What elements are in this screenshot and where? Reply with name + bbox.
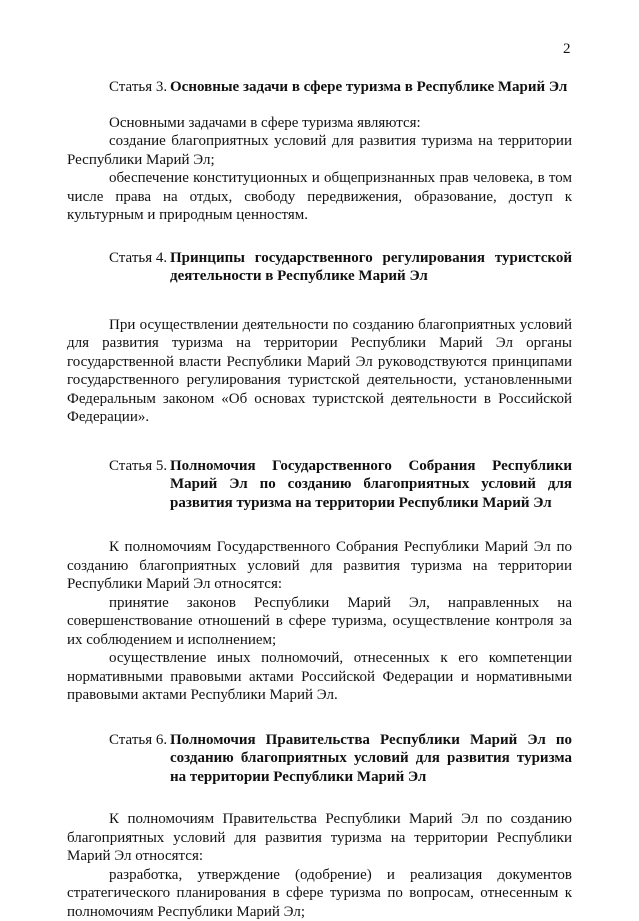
article-4-heading	[67, 249, 572, 286]
article-6-title: Полномочия Правительства Республики Марий Эл по созданию благоприятных условий для развития туризма на территории Республики Марий Эл	[170, 731, 572, 787]
article-5-paragraph-2: принятие законов Республики Марий Эл, направленных на совершенствование отношений в сфере туризма, осуществление контроля за их соблюдением и исполнением;	[67, 594, 572, 650]
article-4-paragraph-1: При осуществлении деятельности по созданию благоприятных условий для развития туризма на территории Республики Марий Эл органы государственной власти Республики Марий Эл руководствуются принципами государственного регулирования туристской деятельности, установленными Федеральным законом «Об основах туристской деятельности в Российской Федерации».	[67, 316, 572, 427]
article-3-title: Основные задачи в сфере туризма в Республике Марий Эл	[170, 78, 572, 97]
article-6-heading	[67, 731, 572, 787]
article-4-label: Статья 4.	[67, 249, 170, 286]
article-3-heading	[67, 78, 572, 97]
article-3-label: Статья 3.	[67, 78, 170, 97]
article-5-title: Полномочия Государственного Собрания Республики Марий Эл по созданию благоприятных условий для развития туризма на территории Республики Марий Эл	[170, 457, 572, 513]
article-6-paragraph-1: К полномочиям Правительства Республики Марий Эл по созданию благоприятных условий для развития туризма на территории Республики Марий Эл относятся:	[67, 810, 572, 866]
page-number: 2	[563, 40, 571, 59]
article-5-label: Статья 5.	[67, 457, 170, 513]
article-3-paragraph-1: Основными задачами в сфере туризма являются:	[67, 114, 572, 133]
article-6-paragraph-2: разработка, утверждение (одобрение) и реализация документов стратегического планирования в сфере туризма по вопросам, отнесенным к полномочиям Республики Марий Эл;	[67, 866, 572, 921]
document-body	[67, 78, 572, 921]
article-6-label: Статья 6.	[67, 731, 170, 787]
article-5-paragraph-1: К полномочиям Государственного Собрания Республики Марий Эл по созданию благоприятных условий для развития туризма на территории Республики Марий Эл относятся:	[67, 538, 572, 594]
article-3-paragraph-2: создание благоприятных условий для развития туризма на территории Республики Марий Эл;	[67, 132, 572, 169]
article-5-paragraph-3: осуществление иных полномочий, отнесенных к его компетенции нормативными правовыми актами Российской Федерации и нормативными правовыми актами Республики Марий Эл.	[67, 649, 572, 705]
article-3-paragraph-3: обеспечение конституционных и общепризнанных прав человека, в том числе права на отдых, свободу передвижения, образование, доступ к культурным и природным ценностям.	[67, 169, 572, 225]
article-5-heading	[67, 457, 572, 513]
article-4-title: Принципы государственного регулирования туристской деятельности в Республике Марий Эл	[170, 249, 572, 286]
